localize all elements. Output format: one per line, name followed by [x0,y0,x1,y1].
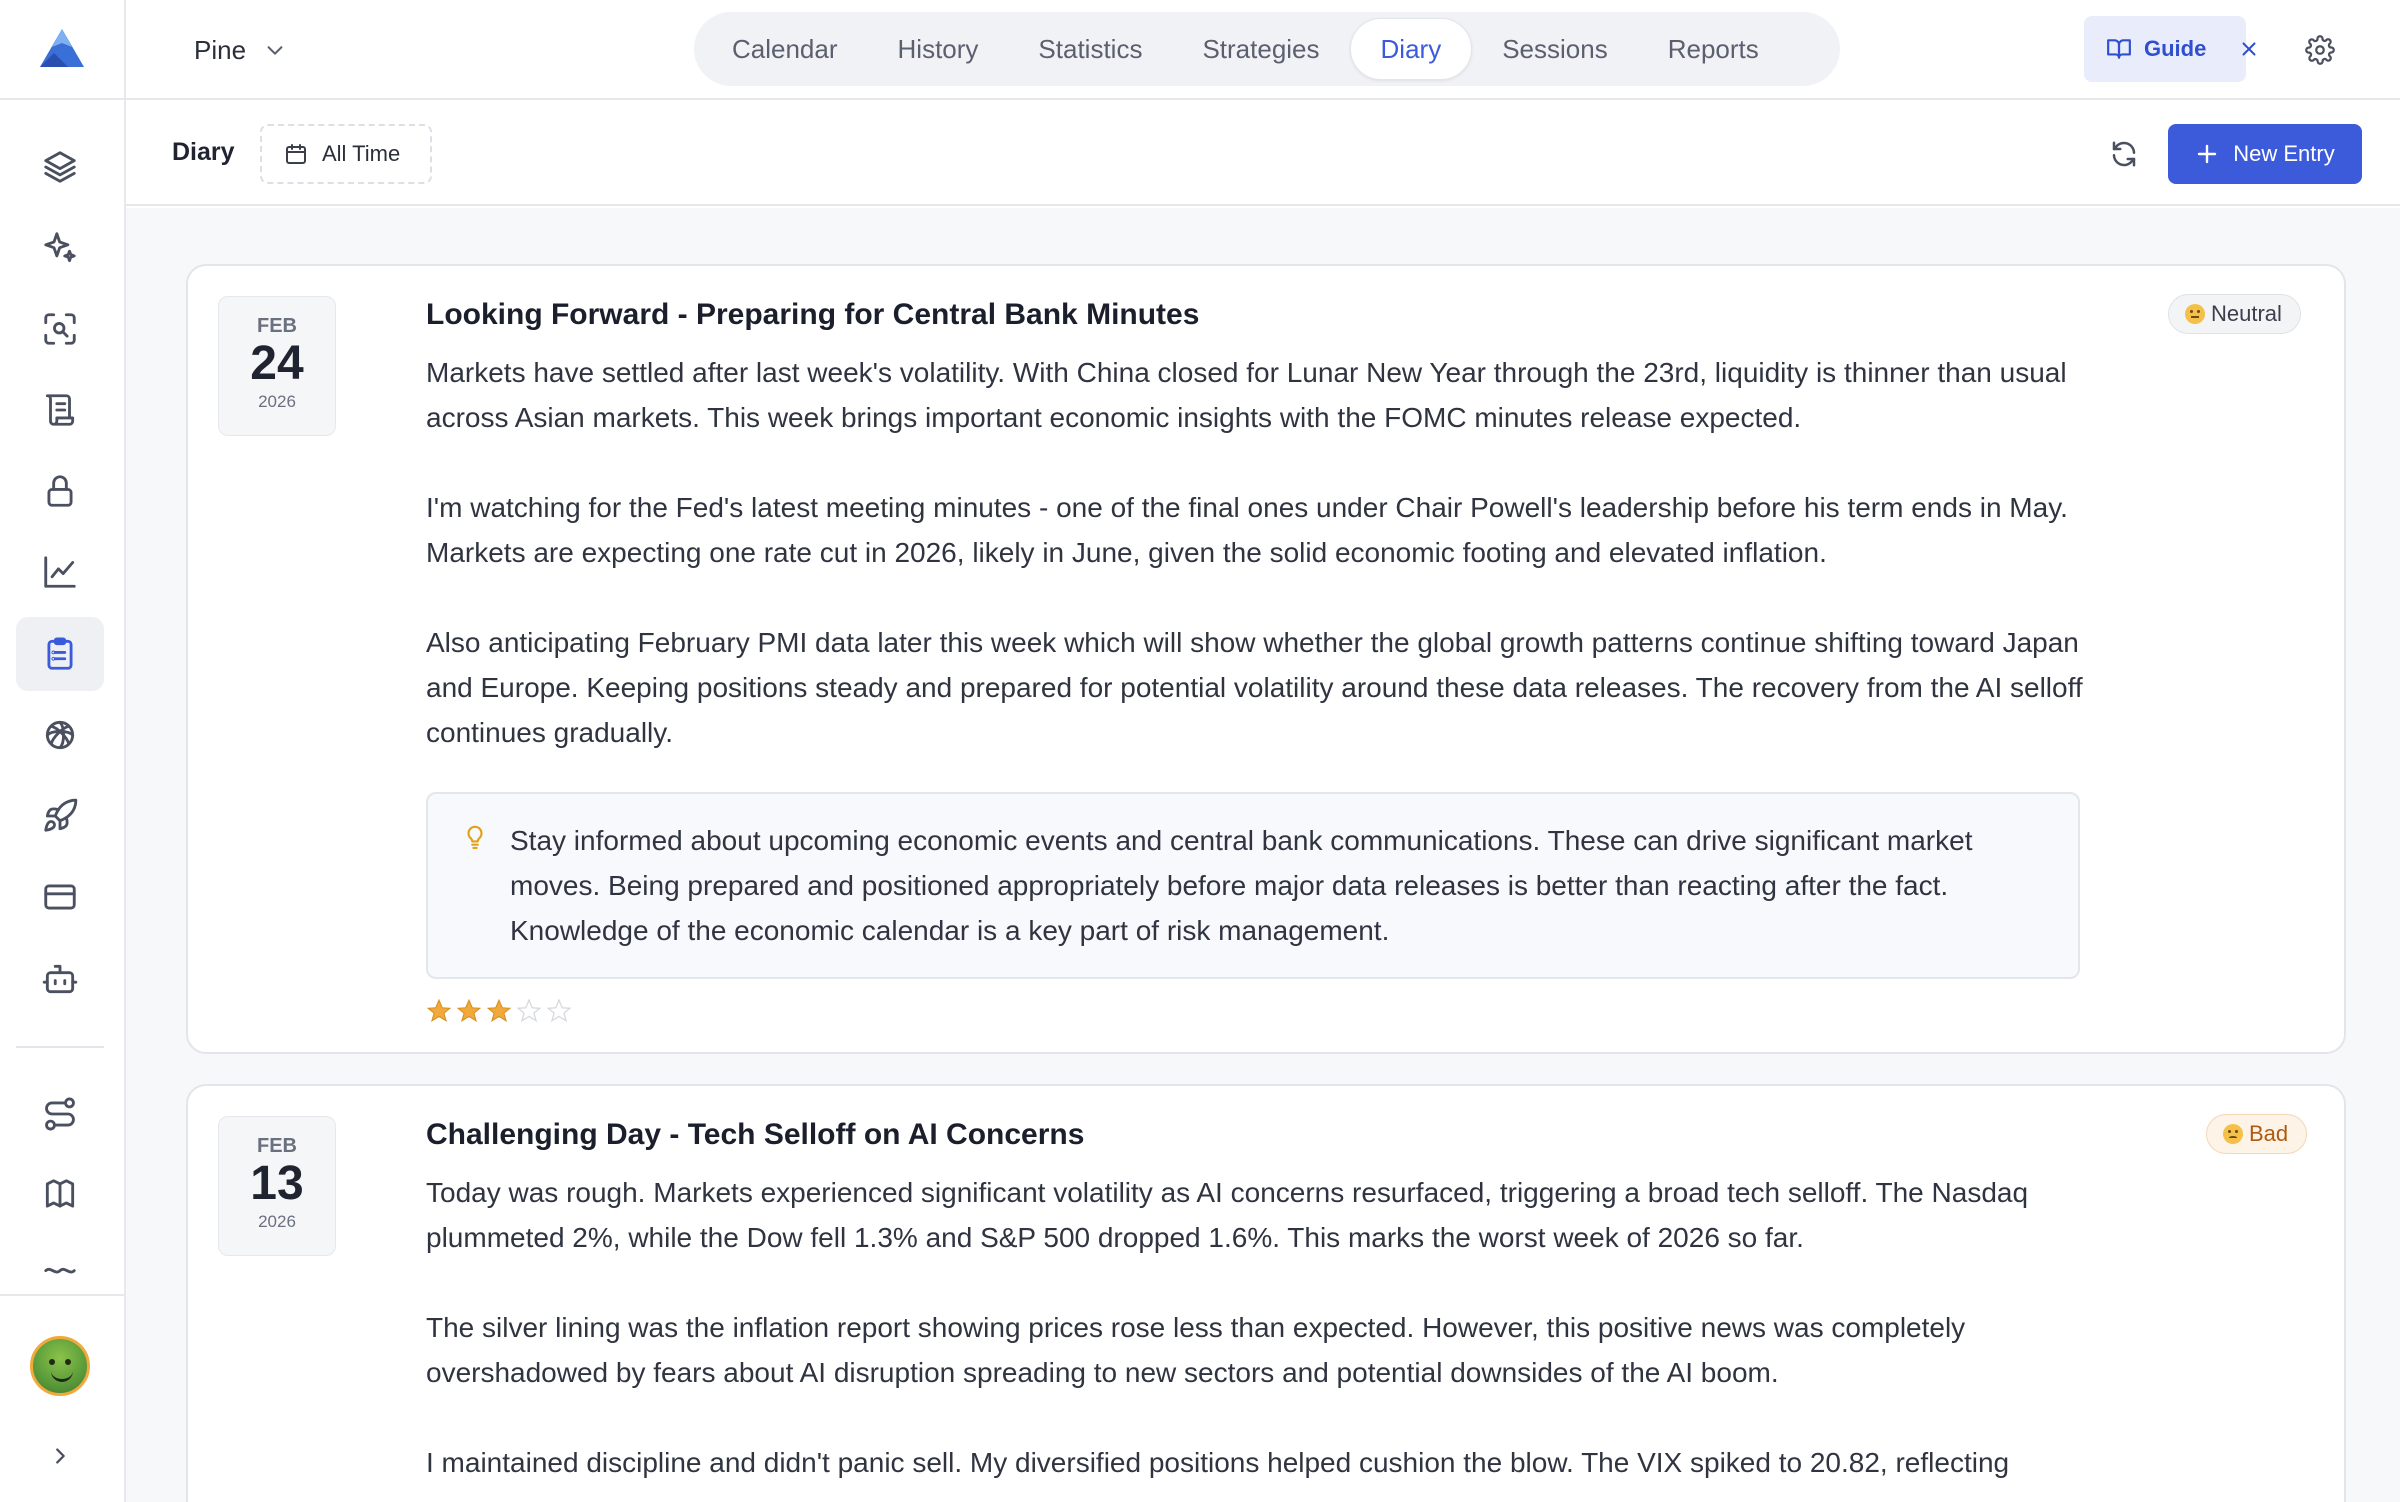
entry-month: FEB [257,315,297,337]
sidebar-item-route[interactable] [16,1077,104,1151]
layers-icon [41,148,79,186]
neutral-face-icon [2185,304,2205,324]
star-empty-icon [516,998,542,1024]
date-range-label: All Time [322,141,401,166]
new-entry-label: New Entry [2233,141,2335,166]
lock-icon [41,472,79,510]
chevron-down-icon [264,39,286,61]
scan-search-icon [41,310,79,348]
entry-paragraph: The silver lining was the inflation report showing prices rose less than expected. However, this positive news was completely overshadowed by fears about AI disruption spreading to new sectors and potential downsides of the AI boom. [426,1312,1966,1388]
scroll-icon [41,391,79,429]
date-range-filter[interactable] [260,124,432,184]
entry-title[interactable]: Challenging Day - Tech Selloff on AI Concerns [426,1118,1085,1151]
app-logo[interactable] [0,0,124,100]
sidebar-divider [16,1046,104,1048]
entry-paragraph: Markets have settled after last week's volatility. With China closed for Lunar New Year through the 23rd, liquidity is thinner than usual across Asian markets. This week brings important economic insights with the FOMC minutes release expected. [426,357,2067,433]
route-icon [41,1095,79,1133]
sidebar-item-lock[interactable] [16,454,104,528]
bot-icon [41,960,79,998]
sidebar-footer [0,1294,124,1502]
book-open-icon [2106,36,2132,62]
new-entry-button[interactable] [2168,124,2362,184]
star-filled-icon [456,998,482,1024]
mountain-logo-icon [38,27,86,71]
guide-button[interactable] [2106,36,2206,62]
wave-icon [41,1258,79,1296]
lesson-callout [426,792,2080,979]
star-empty-icon [546,998,572,1024]
sidebar-item-layers[interactable] [16,130,104,204]
entry-day: 24 [250,337,304,390]
close-icon [2238,38,2260,60]
tab-statistics[interactable]: Statistics [1038,33,1143,64]
rocket-icon [41,797,79,835]
guide-label: Guide [2144,36,2207,61]
workspace-name: Pine [194,34,247,65]
sidebar-item-billing[interactable] [16,860,104,934]
diary-entries-list [126,208,2400,1502]
gear-icon [2305,35,2335,65]
guide-panel [2084,16,2246,82]
sidebar-item-ai[interactable] [16,698,104,772]
main-tabs [694,12,1840,86]
chart-line-icon [41,553,79,591]
refresh-button[interactable] [2102,132,2146,176]
entry-paragraph: I'm watching for the Fed's latest meeting minutes - one of the final ones under Chair Powell's leadership before his term ends in May. Markets are expecting one rate cut in 2026, likely in June, given the solid economic footing and elevated inflation. [426,492,2068,568]
entry-paragraph: Also anticipating February PMI data later this week which will show whether the global growth patterns continue shifting toward Japan and Europe. Keeping positions steady and prepared for potential volatility around these data releases. The recovery from the AI selloff continues gradually. [426,627,2083,748]
sidebar-item-bot[interactable] [16,942,104,1016]
entry-paragraph: Today was rough. Markets experienced significant volatility as AI concerns resurfaced, triggering a broad tech selloff. The Nasdaq plummeted 2%, while the Dow fell 1.3% and S&P 500 dropped 1.6%. This marks the worst week of 2026 so far. [426,1177,2029,1253]
entry-title[interactable]: Looking Forward - Preparing for Central Bank Minutes [426,298,1200,331]
chevron-right-icon [49,1445,71,1467]
diary-entry-card[interactable] [186,264,2346,1054]
entry-month: FEB [257,1135,297,1157]
lesson-text: Stay informed about upcoming economic events and central bank communications. These can drive significant market moves. Being prepared and positioned appropriately before major data releases is better than reacting after the fact. Knowledge of the economic calendar is a key part of risk management. [510,825,1973,946]
top-bar [126,0,2400,100]
settings-button[interactable] [2300,30,2340,70]
openai-icon [41,716,79,754]
entry-date [218,1116,336,1256]
tab-strategies[interactable]: Strategies [1202,33,1320,64]
tab-diary[interactable]: Diary [1350,18,1473,80]
sidebar-item-scan[interactable] [16,292,104,366]
tab-sessions[interactable]: Sessions [1502,33,1608,64]
tab-reports[interactable]: Reports [1667,33,1759,64]
plus-icon [2195,142,2219,166]
tab-history[interactable]: History [897,33,979,64]
sidebar-item-scroll[interactable] [16,373,104,447]
clipboard-list-icon [41,635,79,673]
entry-body [426,350,2086,800]
entry-year: 2026 [258,1212,296,1231]
mood-label: Neutral [2211,301,2282,326]
entry-date [218,296,336,436]
entry-body [426,1170,2086,1502]
avatar[interactable] [30,1336,90,1396]
workspace-selector[interactable] [194,30,286,70]
sidebar-item-book[interactable] [16,1158,104,1232]
diary-entry-card[interactable] [186,1084,2346,1502]
sparkles-icon [41,229,79,267]
page-title: Diary [172,138,235,166]
mood-label: Bad [2249,1121,2289,1146]
entry-rating[interactable] [426,998,572,1024]
entry-day: 13 [250,1157,304,1210]
tab-calendar[interactable]: Calendar [732,33,838,64]
sidebar [0,0,126,1502]
sidebar-item-sparkles[interactable] [16,211,104,285]
entry-paragraph: I maintained discipline and didn't panic sell. My diversified positions helped cushion the blow. The VIX spiked to 20.82, reflecting [426,1447,2010,1478]
refresh-icon [2109,139,2139,169]
sidebar-item-diary[interactable] [16,617,104,691]
credit-card-icon [41,878,79,916]
sidebar-item-chart[interactable] [16,535,104,609]
diary-header [126,102,2400,206]
entry-year: 2026 [258,392,296,411]
star-filled-icon [486,998,512,1024]
sidebar-item-launch[interactable] [16,779,104,853]
guide-close-button[interactable] [2238,38,2260,60]
star-filled-icon [426,998,452,1024]
mood-badge-neutral [2168,294,2301,334]
expand-sidebar-button[interactable] [40,1436,80,1476]
sad-face-icon [2223,1124,2243,1144]
mood-badge-bad [2206,1114,2307,1154]
calendar-icon [284,142,308,166]
book-icon [41,1176,79,1214]
lightbulb-icon [462,820,488,857]
